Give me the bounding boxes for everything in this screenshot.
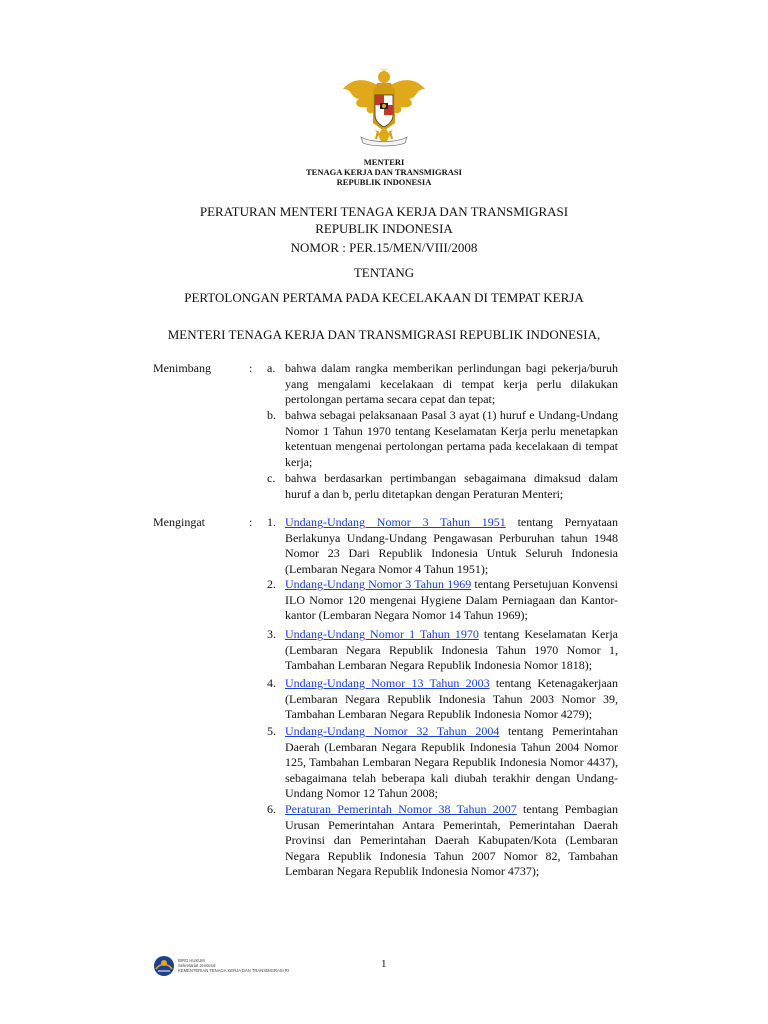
footer-line: BIRO HUKUM (178, 958, 205, 963)
title-line: REPUBLIK INDONESIA (315, 221, 453, 236)
item-text: tentang Pembagian Urusan Pemerintahan Antara Pemerintah, Pemerintahan Daerah Provinsi dan Pemerintahan Daerah Kabupaten/Kota (Lembaran Negara Republik Indonesia Tahun 2007 Nomor 82, Tambahan Lembaran Negara Republik Indonesia Nomor 4737); (285, 802, 618, 879)
title-line: PERATURAN MENTERI TENAGA KERJA DAN TRANSMIGRASI (199, 204, 569, 219)
item-marker: 1. (267, 515, 276, 529)
menimbang-item (267, 361, 618, 408)
item-text: tentang Persetujuan Konvensi ILO Nomor 120 mengenai Hygiene Dalam Perniagaan dan Kantor-kantor (Lembaran Negara Nomor 14 Tahun 1969); (285, 577, 618, 623)
item-marker: b. (267, 408, 276, 422)
law-reference-link[interactable]: Peraturan Pemerintah Nomor 38 Tahun 2007 (285, 802, 517, 816)
mengingat-item (267, 724, 618, 802)
item-text: tentang Ketenagakerjaan (Lembaran Negara Republik Indonesia Tahun 2003 Nomor 39, Tambahan Lembaran Negara Republik Indonesia Nomor 4279); (285, 676, 619, 722)
item-marker: 3. (267, 627, 276, 641)
ministry-header-line: MENTERI (363, 157, 405, 167)
page-number: 1 (381, 958, 387, 970)
menimbang-item (267, 471, 618, 502)
item-text: tentang Pernyataan Berlakunya Undang-Undang Pengawasan Perburuhan tahun 1948 Nomor 23 Dari Republik Indonesia Untuk Seluruh Indonesia (Lembaran Negara Nomor 4 Tahun 1951); (285, 515, 618, 576)
item-marker: 6. (267, 802, 276, 816)
item-marker: 2. (267, 577, 276, 591)
mengingat-item (267, 515, 618, 577)
law-reference-link[interactable]: Undang-Undang Nomor 1 Tahun 1970 (285, 627, 479, 641)
item-marker: a. (267, 361, 276, 375)
item-text: tentang Keselamatan Kerja (Lembaran Negara Republik Indonesia Tahun 1970 Nomor 1, Tambahan Lembaran Negara Republik Indonesia Nomor 1818); (285, 627, 619, 673)
mengingat-item (267, 627, 618, 674)
ministry-header (0, 157, 768, 187)
regulation-number: NOMOR : PER.15/MEN/VIII/2008 (290, 240, 478, 255)
regulation-title (0, 203, 768, 237)
item-text: bahwa sebagai pelaksanaan Pasal 3 ayat (1) huruf e Undang-Undang Nomor 1 Tahun 1970 tentang Keselamatan Kerja perlu menetapkan ketentuan mengenai pertolongan pertama pada kecelakaan di tempat kerja; (285, 408, 618, 469)
item-marker: 4. (267, 676, 276, 690)
menimbang-colon: : (249, 361, 253, 375)
item-text: tentang Pemerintahan Daerah (Lembaran Negara Republik Indonesia Tahun 2004 Nomor 125, Tambahan Lembaran Negara Republik Indonesia Nomor 4437), sebagaimana telah beberapa kali diubah terakhir dengan Undang-Undang Nomor 12 Tahun 2008; (285, 724, 618, 801)
item-marker: 5. (267, 724, 276, 738)
mengingat-colon: : (249, 515, 253, 529)
law-reference-link[interactable]: Undang-Undang Nomor 32 Tahun 2004 (285, 724, 500, 738)
preamble-heading: MENTERI TENAGA KERJA DAN TRANSMIGRASI REPUBLIK INDONESIA, (167, 327, 601, 342)
law-reference-link[interactable]: Undang-Undang Nomor 13 Tahun 2003 (285, 676, 490, 690)
menimbang-label: Menimbang (153, 361, 211, 375)
mengingat-item (267, 676, 618, 723)
ministry-header-line: TENAGA KERJA DAN TRANSMIGRASI (306, 167, 462, 177)
regulation-subject: PERTOLONGAN PERTAMA PADA KECELAKAAN DI TEMPAT KERJA (184, 290, 584, 305)
garuda-emblem-icon (339, 67, 429, 157)
menimbang-item (267, 408, 618, 470)
footer-line: KEMENTERIAN TENAGA KERJA DAN TRANSMIGRASI RI (178, 968, 290, 973)
mengingat-item (267, 577, 618, 624)
footer-line: Sekretariat Jenderal (178, 963, 216, 968)
mengingat-item (267, 802, 618, 880)
item-text: bahwa berdasarkan pertimbangan sebagaimana dimaksud dalam huruf a dan b, perlu ditetapkan dengan Peraturan Menteri; (285, 471, 618, 501)
ministry-header-line: REPUBLIK INDONESIA (336, 177, 432, 187)
law-reference-link[interactable]: Undang-Undang Nomor 3 Tahun 1969 (285, 577, 472, 591)
item-text: bahwa dalam rangka memberikan perlindungan bagi pekerja/buruh yang mengalami kecelakaan di tempat kerja perlu dilakukan pertolongan pertama secara cepat dan tepat; (285, 361, 618, 407)
law-reference-link[interactable]: Undang-Undang Nomor 3 Tahun 1951 (285, 515, 506, 529)
ministry-logo-icon (153, 955, 175, 977)
tentang-heading: TENTANG (353, 265, 415, 280)
item-marker: c. (267, 471, 276, 485)
footer-organization (178, 958, 289, 973)
mengingat-label: Mengingat (153, 515, 205, 529)
